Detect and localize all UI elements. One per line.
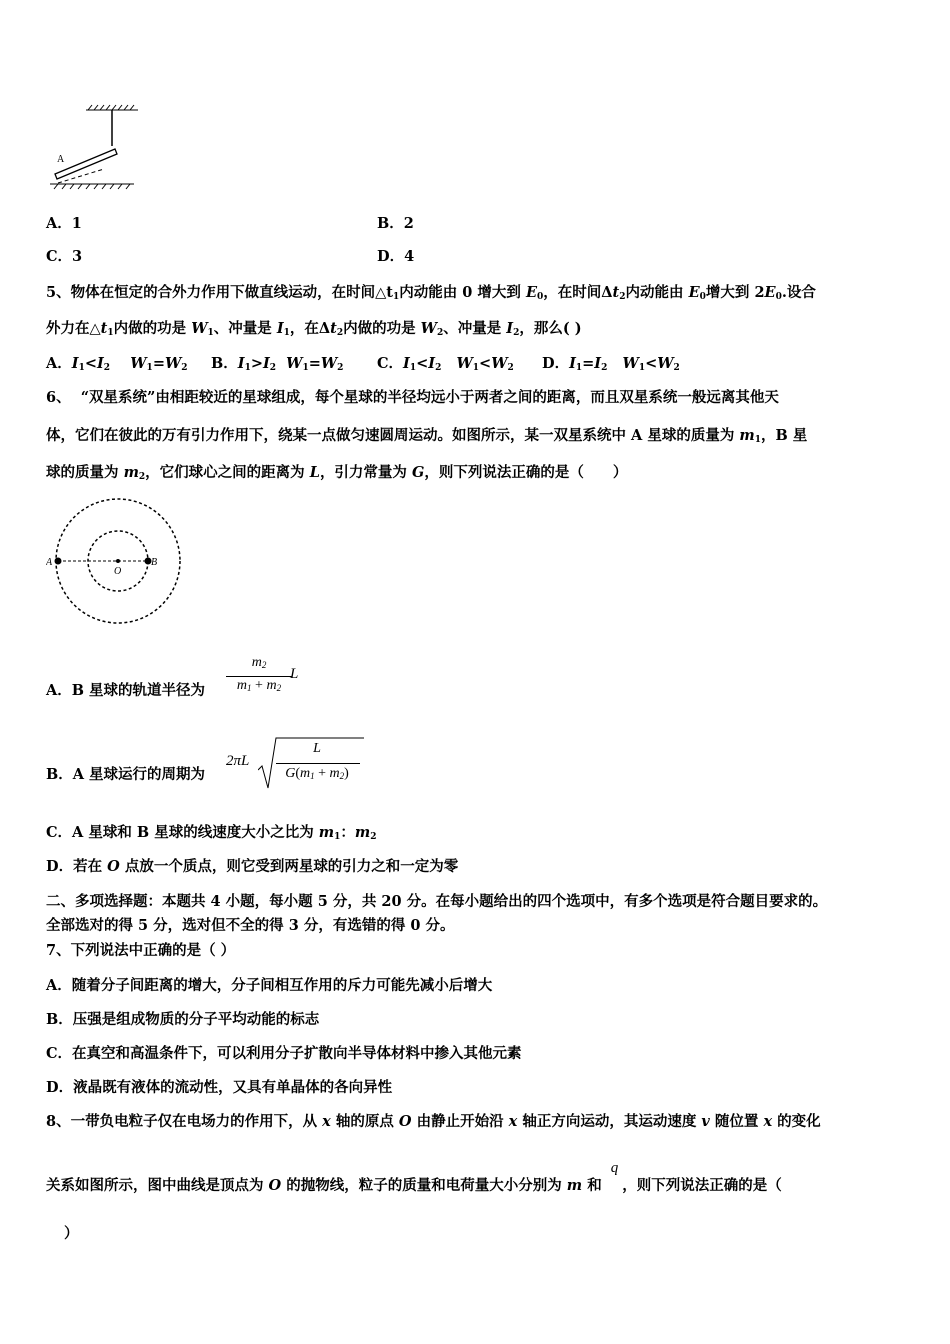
q7-option-b: B．压强是组成物质的分子平均动能的标志 [46,1011,320,1028]
q5-option-b: B．$I_1>I_2$ $W_1=W_2$ [211,355,344,373]
charge-q: q [610,1160,619,1176]
q7-stem: 7、下列说法中正确的是（ ） [46,942,236,959]
section-2-line-2: 全部选对的得 5 分，选对但不全的得 3 分，有选错的得 0 分。 [46,917,455,934]
two-pi-l: 2πL [226,753,250,769]
formula-period [226,736,366,792]
star-a [55,558,62,565]
q8-line-1: 8、一带负电粒子仅在电场力的作用下，从 x 轴的原点 O 由静止开始沿 x 轴正方向运动，其运动速度 v 随位置 x 的变化 [46,1113,821,1130]
q6-option-b: B．A 星球运行的周期为 [46,766,206,783]
fraction-bar [226,676,292,677]
length-l: L [290,666,299,682]
q4-option-a: A．1 [46,215,82,232]
sqrt-numerator: L [313,741,321,756]
q7-option-d: D．液晶既有液体的流动性，又具有单晶体的各向异性 [46,1079,393,1096]
q8-line-3: ） [64,1225,79,1242]
q5-option-d: D．$I_1=I_2$ $W_1<W_2$ [542,355,680,373]
sqrt-denominator: $G(m_1 + m_2)$ [285,766,349,781]
sqrt-fraction-bar [276,763,360,764]
q6-option-c: C．A 星球和 B 星球的线速度大小之比为 $m_1$：$m_2$ [46,824,377,842]
q6-line-2: 体，它们在彼此的万有引力作用下，绕某一点做匀速圆周运动。如图所示，某一双星系统中 A 星球的质量为 $m_1$，B 星 [46,427,808,445]
q4-option-c: C．3 [46,248,83,265]
q5-option-c: C．$I_1<I_2$ $W_1<W_2$ [377,355,514,373]
q6-option-d: D．若在 O 点放一个质点，则它受到两星球的引力之和一定为零 [46,858,459,875]
q7-option-c: C．在真空和高温条件下，可以利用分子扩散向半导体材料中掺入其他元素 [46,1045,522,1062]
label-a: A [57,154,65,165]
ceiling-hatch [86,105,138,110]
q5-option-a: A．$I_1<I_2$ $W_1=W_2$ [46,355,188,373]
label-o: O [114,566,122,577]
binary-star-figure [46,494,186,630]
q5-line-1: 5、物体在恒定的合外力作用下做直线运动，在时间$\triangle t_1$内动能由 0 增大到 $E_0$，在时间$\Delta t_2$内动能由 $E_0$增大到 $2E_0$.设合 [46,284,816,302]
q4-option-b: B．2 [377,215,414,232]
q4-option-d: D．4 [377,248,415,265]
q6-line-3: 球的质量为 $m_2$，它们球心之间的距离为 L，引力常量为 G，则下列说法正确的是（ ） [46,464,628,482]
q8-line-2: 关系如图所示，图中曲线是顶点为 O 的抛物线，粒子的质量和电荷量大小分别为 m 和 q，则下列说法正确的是（ [46,1160,782,1194]
formula-radius [226,655,306,701]
center-o [116,559,120,563]
section-2-line-1: 二、多项选择题：本题共 4 小题，每小题 5 分，共 20 分。在每小题给出的四个选项中，有多个选项是符合题目要求的。 [46,893,828,910]
label-a: A [46,557,53,568]
floor-hatch [50,184,134,189]
q7-option-a: A．随着分子间距离的增大，分子间相互作用的斥力可能先减小后增大 [46,977,493,994]
fraction-denominator: $m_1 + m_2$ [236,678,282,693]
q6-option-a: A．B 星球的轨道半径为 [46,682,206,699]
q5-line-2: 外力在$\triangle t_1$内做的功是 $W_1$、冲量是 $I_1$，在$\Delta t_2$内做的功是 $W_2$、冲量是 $I_2$，那么( ) [46,320,582,338]
rod-figure [46,104,146,190]
q6-line-1: 6、 “双星系统”由相距较近的星球组成，每个星球的半径均远小于两者之间的距离，而且双星系统一般远离其他天 [46,389,779,406]
label-b: B [151,557,158,568]
fraction-numerator: $m_2$ [251,655,267,670]
